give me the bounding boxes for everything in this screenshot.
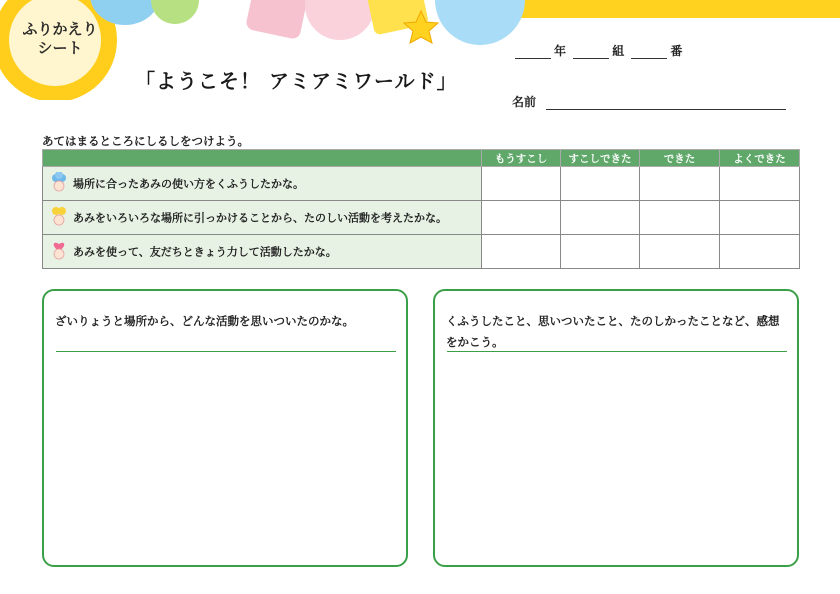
table-row bbox=[43, 201, 800, 235]
pink-card bbox=[245, 0, 310, 40]
table-row bbox=[43, 235, 800, 269]
table-header-row bbox=[43, 150, 800, 167]
box-divider bbox=[56, 351, 396, 352]
blue-bubble-right bbox=[435, 0, 525, 45]
blue-flower-icon bbox=[49, 172, 69, 195]
check-cell[interactable] bbox=[482, 201, 561, 235]
check-cell[interactable] bbox=[720, 235, 800, 269]
column-header: よくできた bbox=[720, 150, 800, 167]
column-header: できた bbox=[640, 150, 720, 167]
year-label: 年 bbox=[554, 44, 567, 58]
question-cell bbox=[43, 201, 482, 235]
box-prompt: くふうしたこと、思いついたこと、たのしかったことなど、感想をかこう。 bbox=[446, 314, 780, 349]
badge-line2: シート bbox=[37, 39, 83, 57]
question-text: あみをいろいろな場所に引っかけることから、たのしい活動を考えたかな。 bbox=[73, 211, 447, 225]
instruction-text: あてはまるところにしるしをつけよう。 bbox=[42, 134, 249, 148]
check-cell[interactable] bbox=[640, 167, 720, 201]
badge-line1: ふりかえり bbox=[22, 20, 98, 38]
year-blank[interactable] bbox=[515, 46, 551, 59]
number-label: 番 bbox=[670, 44, 683, 58]
class-blank[interactable] bbox=[573, 46, 609, 59]
reflection-box-ideas[interactable] bbox=[42, 289, 408, 567]
check-cell[interactable] bbox=[561, 167, 640, 201]
page-title: 「ようこそ！ アミアミワールド」 bbox=[135, 69, 458, 93]
name-field bbox=[512, 93, 786, 110]
self-evaluation-table bbox=[42, 149, 800, 269]
sheet-badge bbox=[20, 20, 100, 58]
check-cell[interactable] bbox=[561, 201, 640, 235]
reflection-box-impressions[interactable] bbox=[433, 289, 799, 567]
box-prompt: ざいりょうと場所から、どんな活動を思いついたのかな。 bbox=[55, 314, 354, 328]
pink-ball bbox=[305, 0, 375, 40]
question-cell bbox=[43, 235, 482, 269]
class-label: 組 bbox=[612, 44, 625, 58]
box-divider bbox=[447, 351, 787, 352]
question-text: 場所に合ったあみの使い方をくふうしたかな。 bbox=[73, 177, 304, 191]
table-row bbox=[43, 167, 800, 201]
header-blank bbox=[43, 150, 482, 167]
green-bubble bbox=[151, 0, 199, 24]
class-info-fields bbox=[512, 42, 682, 59]
column-header: すこしできた bbox=[561, 150, 640, 167]
check-cell[interactable] bbox=[720, 167, 800, 201]
name-blank[interactable] bbox=[546, 97, 786, 110]
check-cell[interactable] bbox=[640, 235, 720, 269]
check-cell[interactable] bbox=[720, 201, 800, 235]
column-header: もうすこし bbox=[482, 150, 561, 167]
check-cell[interactable] bbox=[482, 167, 561, 201]
yellow-flower-icon bbox=[49, 206, 69, 229]
question-text: あみを使って、友だちときょう力して活動したかな。 bbox=[73, 245, 337, 259]
check-cell[interactable] bbox=[482, 235, 561, 269]
check-cell[interactable] bbox=[640, 201, 720, 235]
number-blank[interactable] bbox=[631, 46, 667, 59]
question-cell bbox=[43, 167, 482, 201]
pink-heart-flower-icon bbox=[49, 240, 69, 263]
name-label: 名前 bbox=[512, 95, 537, 109]
check-cell[interactable] bbox=[561, 235, 640, 269]
